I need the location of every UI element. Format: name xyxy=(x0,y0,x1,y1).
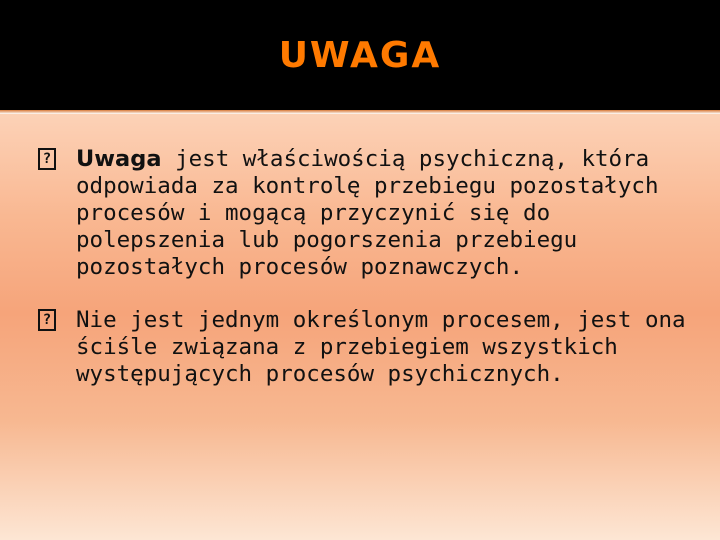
bullet-text: jest właściwością psychiczną, która odpowiada za kontrolę przebiegu pozostałych procesów i mogącą przyczynić się do polepszenia lub pogorszenia przebiegu pozostałych procesów poznawczych. xyxy=(76,146,659,280)
slide-content xyxy=(30,146,690,414)
slide-title: UWAGA xyxy=(278,35,442,76)
missing-glyph-icon: ? xyxy=(38,309,56,331)
title-divider xyxy=(0,110,720,114)
bullet-item-2 xyxy=(30,307,690,388)
bullet-lead-term: Uwaga xyxy=(76,146,162,172)
bullet-text: Nie jest jednym określonym procesem, jest ona ściśle związana z przebiegiem wszystkich występujących procesów psychicznych. xyxy=(76,307,686,387)
missing-glyph-icon: ? xyxy=(38,148,56,170)
bullet-item-1 xyxy=(30,146,690,281)
